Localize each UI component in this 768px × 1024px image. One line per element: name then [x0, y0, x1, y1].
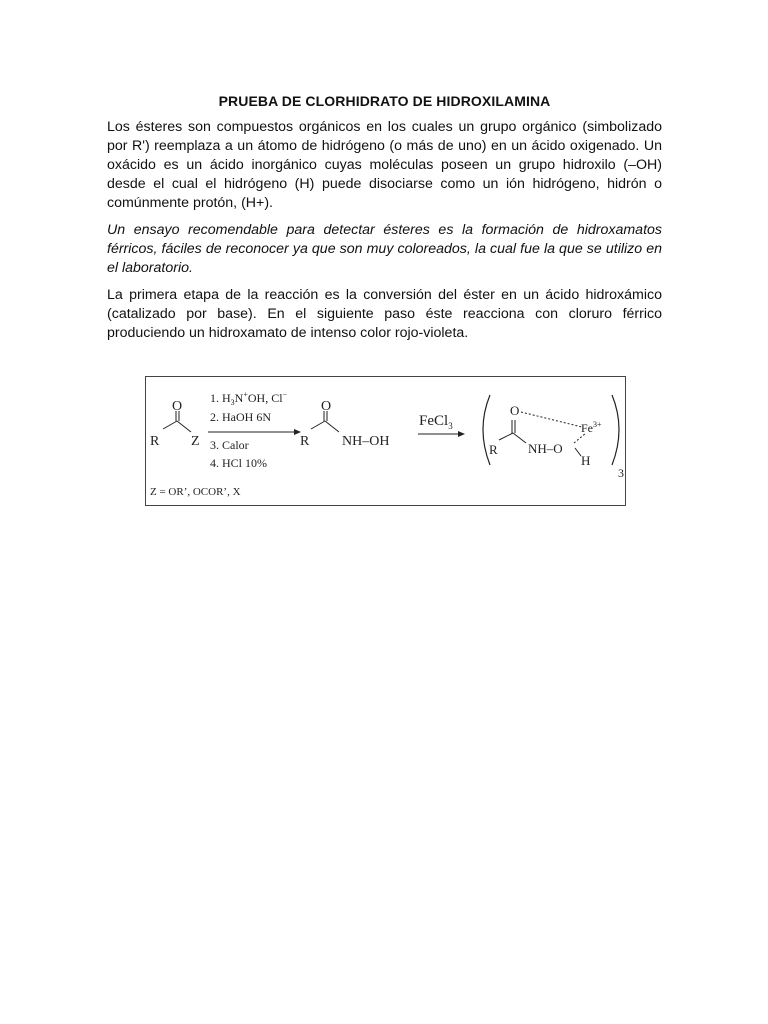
- scheme-footnote: Z = OR’, OCOR’, X: [150, 486, 241, 498]
- reaction-scheme-drawing: [146, 377, 627, 507]
- complex-h-label: H: [581, 453, 591, 468]
- paragraph-reaccion: La primera etapa de la reacción es la conversión del éster en un ácido hidroxámico (catalizado por base). En el siguiente paso éste reacciona con cloruro férrico produciendo un hidroxamato de intenso color rojo-violeta.: [107, 287, 662, 341]
- paragraph-esteres: Los ésteres son compuestos orgánicos en los cuales un grupo orgánico (simbolizado por R') reemplaza a un átomo de hidrógeno (o más de uno) en un ácido oxigenado. Un oxácido es un ácido inorgánico cuyas moléculas poseen un grupo hidroxilo (–OH) desde el cual el hidrógeno (H) puede disociarse como un ión hidrógeno, hidrón o comúnmente protón, (H+).: [107, 119, 662, 211]
- paragraph-ensayo: Un ensayo recomendable para detectar ésteres es la formación de hidroxamatos férricos, fáciles de reconocer ya que son muy coloreados, la cual fue la que se utilizo en el laboratorio.: [107, 222, 662, 276]
- reaction-conditions: [208, 390, 301, 470]
- ester-oxygen-label: O: [172, 399, 183, 414]
- complex-r-label: R: [489, 442, 498, 457]
- right-parenthesis: [612, 395, 619, 465]
- hydroxamic-acid-structure: [300, 399, 389, 449]
- complex-subscript-three: 3: [618, 466, 624, 480]
- step-1-label: 1. $H_3N^+OH$, Cl−: [210, 390, 288, 407]
- reaction-scheme: [145, 376, 626, 506]
- ester-structure: [150, 399, 200, 449]
- ferric-hydroxamate-complex: [483, 395, 624, 480]
- ester-r-label: R: [150, 434, 160, 449]
- reaction-arrow-2-head: [458, 431, 465, 437]
- complex-oxygen-label: O: [510, 403, 520, 418]
- iron-label: $Fe^{3+}$: [581, 420, 602, 435]
- acid-oxygen-label: O: [321, 399, 332, 414]
- step-3-label: 3. Calor: [210, 438, 249, 452]
- acid-nh-oh-label: NH–OH: [342, 434, 390, 449]
- ester-z-label: Z: [191, 434, 200, 449]
- step-4-label: 4. HCl 10%: [210, 456, 267, 470]
- document-page: [107, 88, 662, 351]
- coordination-bond-o-fe: [521, 412, 582, 427]
- fecl3-label: FeCl$_3$: [419, 413, 453, 431]
- acid-r-label: R: [300, 434, 310, 449]
- document-title: PRUEBA DE CLORHIDRATO DE HIDROXILAMINA: [218, 93, 551, 109]
- step-2-label: 2. HaOH 6N: [210, 410, 271, 424]
- complex-nh-o-label: NH–O: [528, 441, 563, 456]
- fecl3-step: [418, 413, 465, 437]
